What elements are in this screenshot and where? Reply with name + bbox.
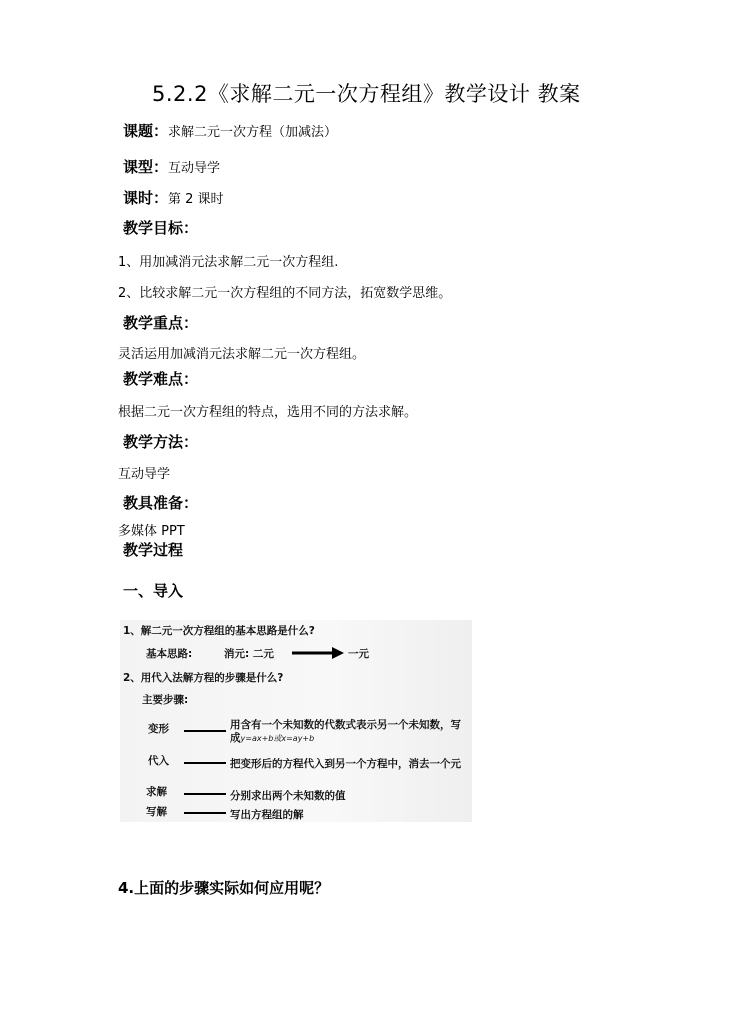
topic-value: 求解二元一次方程（加减法） (168, 125, 338, 140)
objectives-heading: 教学目标： (123, 219, 199, 237)
arrow-right-icon (292, 647, 344, 659)
step-desc-substitute: 把变形后的方程代入到另一个方程中，消去一个元 (230, 758, 461, 770)
step-name-transform: 变形 (148, 723, 169, 735)
step-connector-line (184, 762, 226, 764)
step-desc-transform: 用含有一个未知数的代数式表示另一个未知数，写 (230, 719, 461, 731)
hours-row (123, 187, 224, 208)
hours-value: 第 2 课时 (168, 192, 224, 207)
basic-idea-to: 一元 (348, 648, 369, 660)
step-name-write: 写解 (146, 806, 167, 818)
type-row (123, 156, 220, 177)
hours-label: 课时： (123, 189, 169, 207)
methods-text: 互动导学 (118, 467, 171, 482)
key-points-heading: 教学重点： (123, 314, 199, 332)
step-desc-solve: 分别求出两个未知数的值 (230, 790, 346, 802)
slide-question-2: 2、用代入法解方程的步骤是什么? (123, 672, 284, 684)
step-desc-transform-cont (230, 730, 314, 745)
objective-item-1: 1、用加减消元法求解二元一次方程组. (118, 255, 339, 270)
intro-slide-image (120, 620, 472, 822)
methods-heading: 教学方法： (123, 433, 199, 451)
step-desc-transform-prefix: 成 (230, 732, 241, 744)
tools-text: 多媒体 PPT (118, 524, 185, 539)
basic-idea-label: 基本思路: (146, 648, 193, 660)
key-points-text: 灵活运用加减消元法求解二元一次方程组。 (118, 347, 366, 362)
step-connector-line (184, 730, 226, 732)
basic-idea-from: 消元: 二元 (224, 648, 274, 660)
objective-item-2: 2、比较求解二元一次方程组的不同方法，拓宽数学思维。 (118, 286, 452, 301)
page-title: 5.2.2《求解二元一次方程组》教学设计 教案 (152, 82, 581, 106)
section-intro-heading: 一、导入 (123, 582, 184, 600)
step-connector-line (184, 812, 226, 814)
topic-row (123, 120, 337, 141)
step-desc-write: 写出方程组的解 (230, 809, 304, 821)
step-connector-line (184, 793, 226, 795)
process-heading: 教学过程 (123, 541, 184, 559)
type-value: 互动导学 (168, 161, 221, 176)
type-label: 课型： (123, 158, 169, 176)
step-formula: y=ax+b或x=ay+b (240, 734, 315, 743)
tools-heading: 教具准备： (123, 494, 199, 512)
slide-question-1: 1、解二元一次方程组的基本思路是什么? (123, 625, 315, 637)
topic-label: 课题： (123, 122, 169, 140)
difficulties-text: 根据二元一次方程组的特点，选用不同的方法求解。 (118, 405, 418, 420)
question-4: 4.上面的步骤实际如何应用呢？ (118, 879, 330, 897)
main-steps-label: 主要步骤: (142, 694, 189, 706)
step-name-solve: 求解 (146, 786, 167, 798)
difficulties-heading: 教学难点： (123, 370, 199, 388)
step-name-substitute: 代入 (148, 755, 169, 767)
